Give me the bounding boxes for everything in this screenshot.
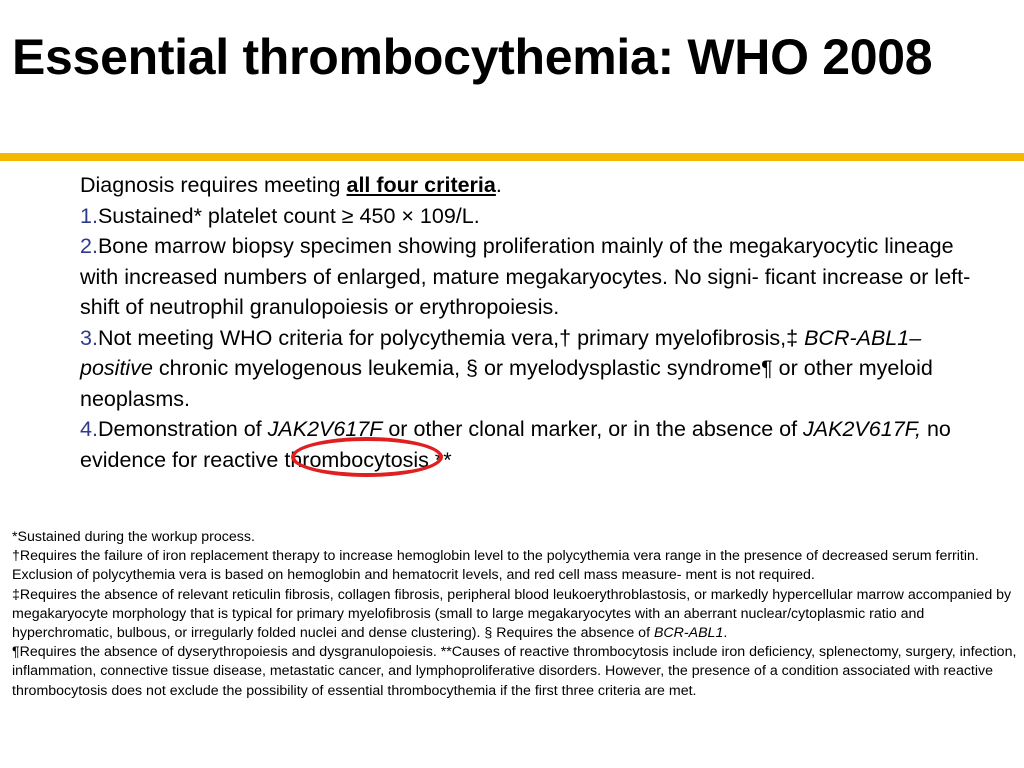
slide-title: Essential thrombocythemia: WHO 2008	[12, 29, 933, 85]
footnote-sustained: *Sustained during the workup process.	[12, 529, 255, 545]
title-underline-bar	[0, 153, 1024, 161]
criteria-list	[80, 170, 980, 475]
footnote-double-dagger	[12, 586, 1017, 644]
criterion-3	[80, 323, 980, 415]
criterion-2	[80, 231, 980, 323]
intro-emphasis: all four criteria	[346, 173, 496, 197]
criterion-text: Not meeting WHO criteria for polycythemia vera,† primary myelofibrosis,‡	[97, 325, 805, 350]
criterion-text: Bone marrow biopsy specimen showing proliferation mainly of the megakaryocytic lineage with increased numbers of enlarged, mature megakaryocytes. No signi- ficant increase or left-shift of neutrophil granulopoiesis or erythropoiesis.	[80, 234, 971, 319]
criterion-4	[80, 414, 980, 475]
criterion-number: 3.	[80, 325, 98, 350]
criterion-italic: BCR-ABL1–positive	[80, 325, 922, 380]
footnote-text: ‡Requires the absence of relevant reticulin fibrosis, collagen fibrosis, peripheral blood leukoerythroblastosis, or markedly hypercellular marrow accompanied by megakaryocyte morphology that is typical for primary myelofibrosis (small to large megakaryocytes with an aberrant nuclear/cytoplasmic ratio and hyperchromatic, bulbous, or irregularly folded nuclei and dense clustering). § Requires the absence of	[12, 586, 1012, 642]
footnote-end: .	[723, 625, 728, 642]
criterion-text-continued: chronic myelogenous leukemia, § or myelodysplastic syndrome¶ or other myeloid neoplasms.	[80, 356, 933, 411]
footnote-dagger: †Requires the failure of iron replacement therapy to increase hemoglobin level to the polycythemia vera range in the presence of decreased serum ferritin. Exclusion of polycythemia vera is based on hemoglobin and hematocrit levels, and red cell mass measure- ment is not required.	[12, 548, 979, 584]
intro-end: .	[495, 173, 502, 197]
footnote-pilcrow: ¶Requires the absence of dyserythropoiesis and dysgranulopoiesis. **Causes of reactive thrombocytosis include iron deficiency, splenectomy, surgery, infection, inflammation, connective tissue disease, metastatic cancer, and lymphoproliferative disorders. However, the presence of a condition associated with reactive thrombocytosis does not exclude the possibility of essential thrombocythemia if the first three criteria are met.	[12, 644, 1017, 699]
footnote-italic: BCR-ABL1	[653, 625, 724, 642]
criterion-number: 1.	[80, 203, 98, 228]
intro-line	[80, 170, 980, 201]
intro-text: Diagnosis requires meeting	[80, 173, 347, 197]
footnotes	[12, 528, 1017, 701]
criterion-text-continued: or other clonal marker, or in the absence of	[382, 417, 804, 441]
red-highlight-circle	[291, 437, 443, 477]
criterion-number: 4.	[80, 417, 98, 441]
criterion-text: Demonstration of	[97, 417, 268, 441]
criterion-text-end: no evidence for reactive thrombocytosis.**	[80, 417, 951, 472]
criterion-text: Sustained* platelet count ≥ 450 × 109/L.	[97, 203, 480, 228]
jak2-term-second: JAK2V617F,	[803, 417, 921, 441]
criterion-1	[80, 201, 980, 232]
jak2-term: JAK2V617F	[267, 417, 383, 441]
criterion-number: 2.	[80, 234, 98, 258]
